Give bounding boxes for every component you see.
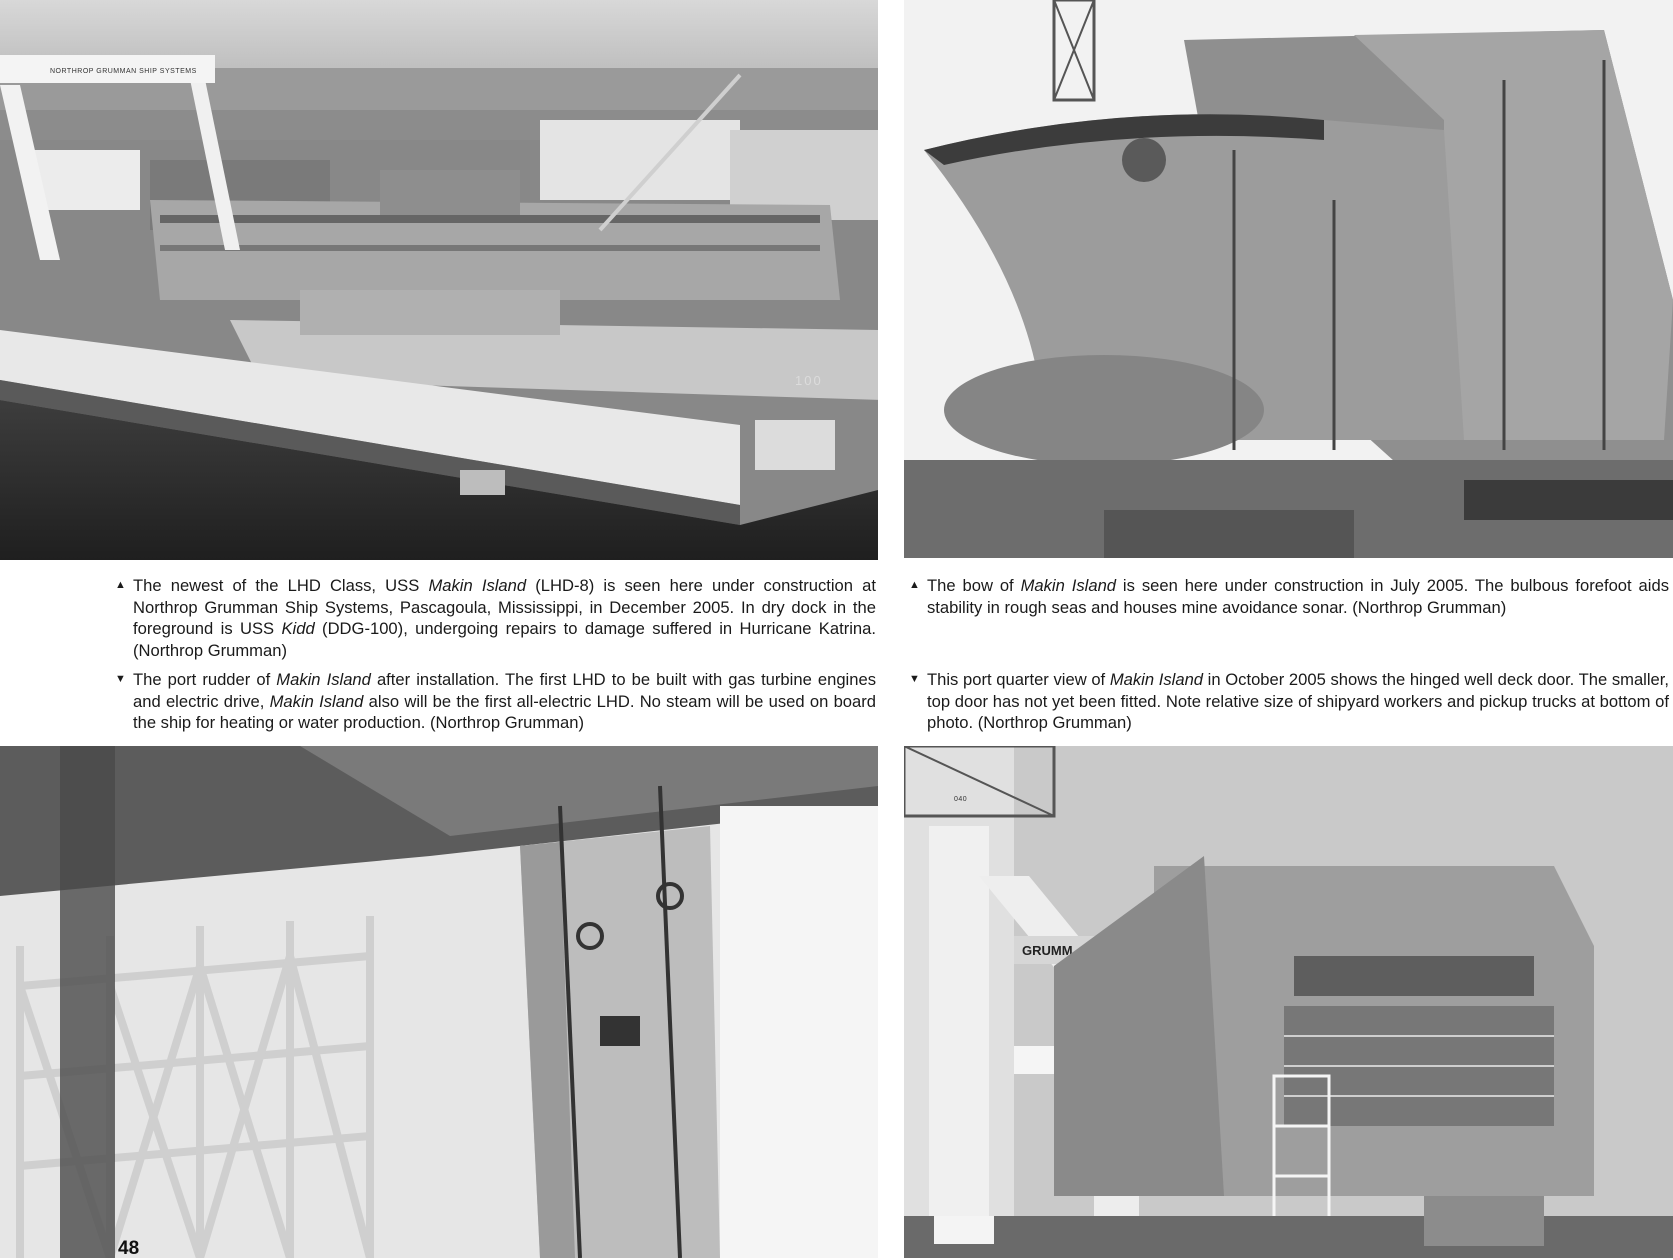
italic-name: Kidd: [281, 619, 315, 638]
caption-run: The port rudder of: [133, 670, 277, 689]
italic-name: Makin Island: [1109, 670, 1204, 689]
caption-run: (DDG-100), undergoing repairs to damage suffered in Hurricane Katrina. (Northrop Grumman): [133, 619, 876, 660]
caption-up-arrow-icon: ▲: [909, 579, 920, 591]
shipyard-sign-text: GRUMM: [1022, 943, 1073, 958]
caption-text: [133, 576, 876, 660]
italic-name: Makin Island: [428, 576, 527, 595]
rudder-photo: [0, 746, 878, 1258]
tower-number-text: 040: [954, 796, 968, 803]
caption-down-arrow-icon: ▼: [115, 673, 126, 685]
hull-number-text: 100: [795, 373, 823, 388]
bow-construction-photo: [904, 0, 1673, 558]
caption-rudder: [115, 669, 877, 734]
shipyard-aerial-photo: [0, 0, 878, 560]
caption-run: (LHD-8) is seen here under construction at Northrop Grumman Ship Systems, Pascagoula, Mississippi, in December 2005. In dry dock in the foreground is USS: [133, 576, 876, 638]
caption-run: is seen here under construction in July 2005. The bulbous forefoot aids stability in rough seas and houses mine avoidance sonar. (Northrop Grumman): [927, 576, 1669, 617]
caption-run: This port quarter view of: [927, 670, 1110, 689]
caption-run: The newest of the LHD Class, USS: [133, 576, 429, 595]
italic-name: Makin Island: [269, 691, 364, 711]
caption-run: The bow of: [927, 576, 1021, 595]
italic-name: Makin Island: [276, 670, 371, 689]
caption-bow: [909, 575, 1669, 618]
caption-text: [927, 576, 1669, 617]
caption-down-arrow-icon: ▼: [909, 673, 920, 685]
caption-port-quarter: [909, 669, 1670, 734]
italic-name: Makin Island: [1020, 576, 1117, 595]
port-quarter-photo: [904, 746, 1673, 1258]
caption-run: in October 2005 shows the hinged well deck door. The smaller, top door has not yet been fitted. Note relative size of shipyard workers and pickup trucks at bottom of photo. (Northrop Grumman): [927, 670, 1670, 732]
caption-run: also will be the first all-electric LHD. No steam will be used on board the ship for heating or water production. (Northrop Grumman): [133, 691, 877, 732]
page-number: 48: [118, 1238, 140, 1259]
caption-text: [927, 670, 1669, 732]
shipyard-sign-text: NORTHROP GRUMMAN SHIP SYSTEMS: [50, 68, 197, 75]
caption-text: [133, 670, 876, 732]
caption-up-arrow-icon: ▲: [115, 579, 126, 591]
caption-shipyard: [115, 575, 876, 661]
caption-run: after installation. The first LHD to be built with gas turbine engines and electric drive,: [133, 670, 876, 711]
